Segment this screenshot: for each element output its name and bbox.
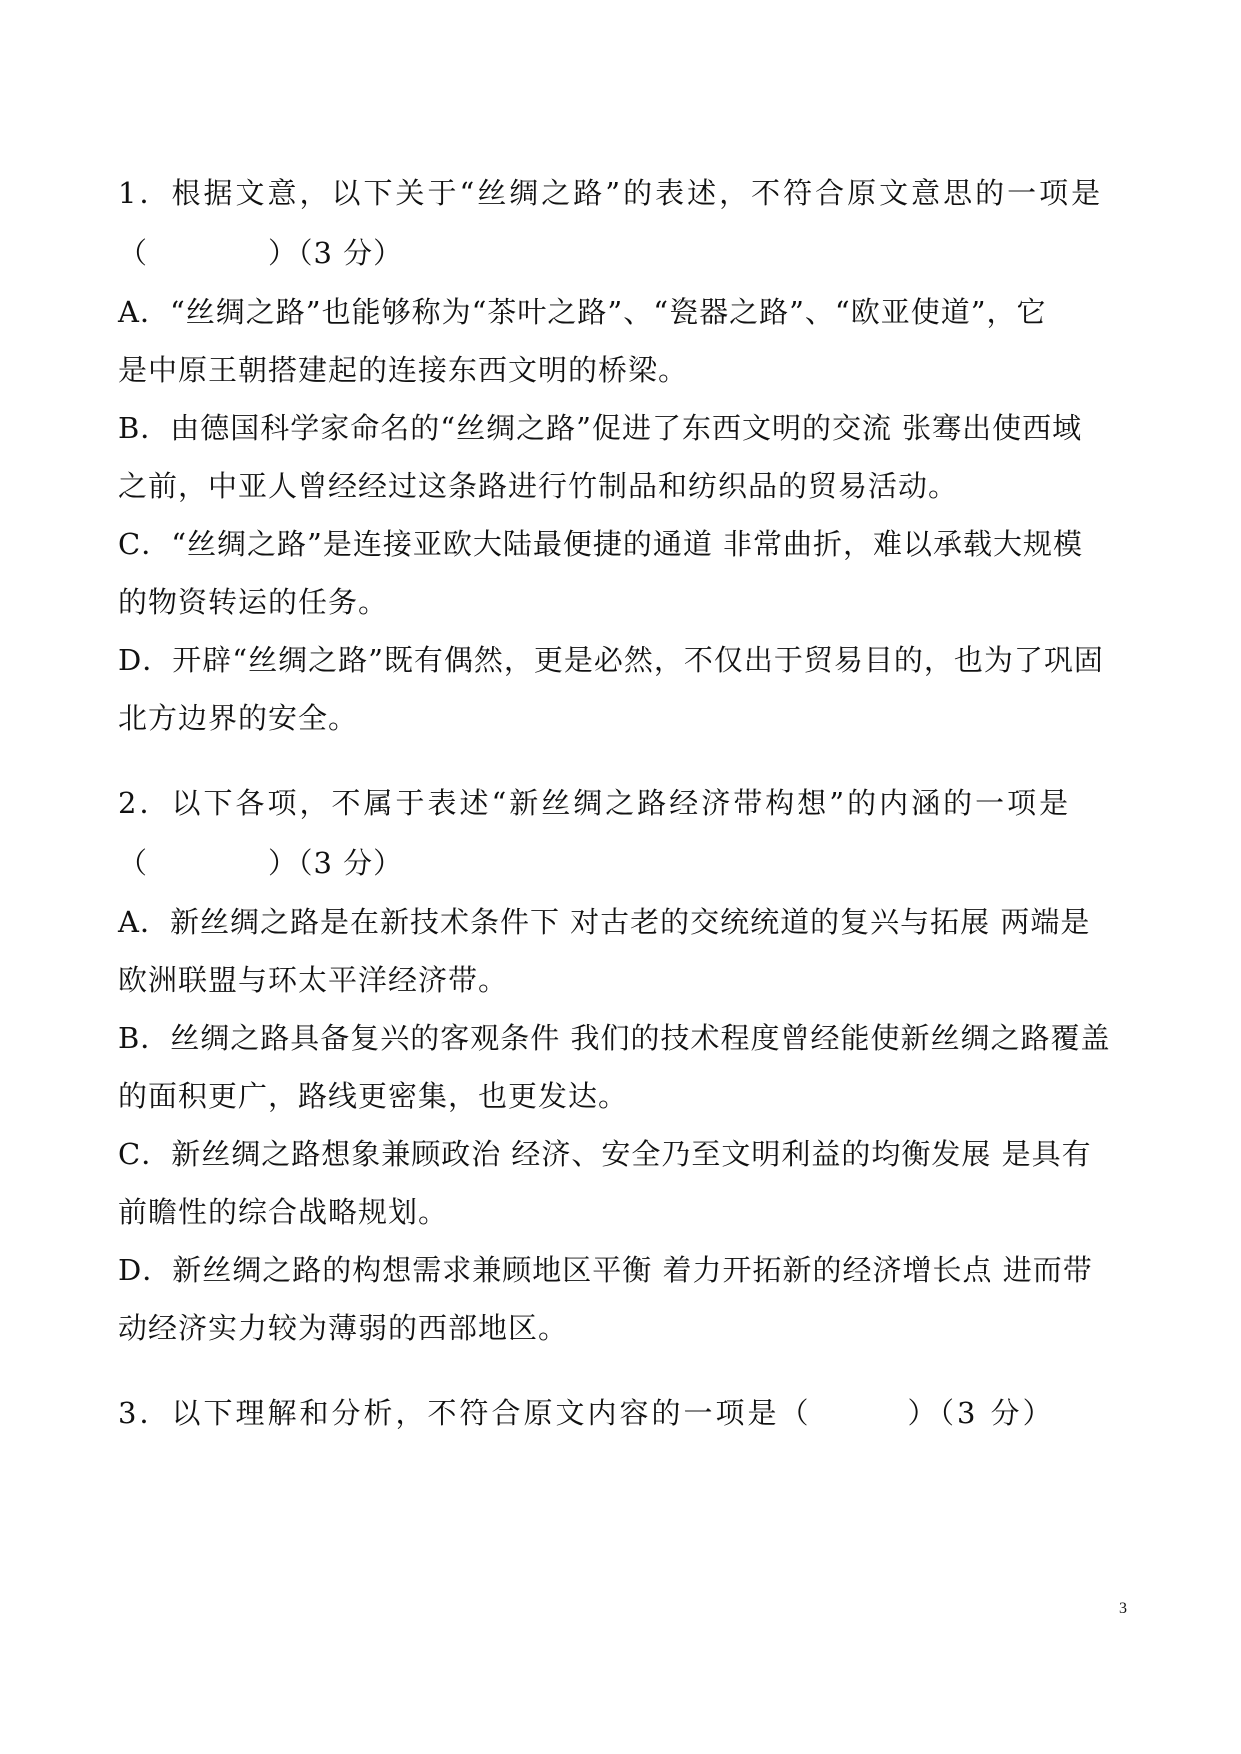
question-2-option-b-line1: B．丝绸之路具备复兴的客观条件 我们的技术程度曾经能使新丝绸之路覆盖: [118, 1021, 1111, 1055]
question-2-option-b-line2: 的面积更广，路线更密集，也更发达。: [118, 1079, 629, 1113]
question-2-option-c-line2: 前瞻性的综合战略规划。: [118, 1195, 449, 1229]
question-2-option-a-line1: A．新丝绸之路是在新技术条件下 对古老的交统统道的复兴与拓展 两端是: [118, 905, 1091, 939]
question-1-option-b-line1: B．由德国科学家命名的“丝绸之路”促进了东西文明的交流 张骞出使西域: [118, 411, 1083, 445]
question-1-option-a-line1: A．“丝绸之路”也能够称为“茶叶之路”、“瓷器之路”、“欧亚使道”，它: [118, 295, 1047, 329]
page-number: 3: [1119, 1600, 1127, 1617]
question-2-option-c-line1: C．新丝绸之路想象兼顾政治 经济、安全乃至文明利益的均衡发展 是具有: [118, 1137, 1092, 1171]
question-1-option-c-line2: 的物资转运的任务。: [118, 585, 389, 619]
question-2-answer-blank: （ ）（3 分）: [118, 846, 404, 880]
question-2-option-a-line2: 欧洲联盟与环太平洋经济带。: [118, 963, 509, 997]
question-1-option-c-line1: C．“丝绸之路”是连接亚欧大陆最便捷的通道 非常曲折，难以承载大规模: [118, 527, 1084, 561]
question-2-option-d-line1: D．新丝绸之路的构想需求兼顾地区平衡 着力开拓新的经济增长点 进而带: [118, 1253, 1093, 1287]
question-1-option-a-line2: 是中原王朝搭建起的连接东西文明的桥梁。: [118, 353, 689, 387]
question-1-option-d-line1: D．开辟“丝绸之路”既有偶然，更是必然，不仅出于贸易目的，也为了巩固: [118, 643, 1104, 677]
question-1-option-b-line2: 之前，中亚人曾经经过这条路进行竹制品和纺织品的贸易活动。: [118, 469, 959, 503]
question-3-stem: 3．以下理解和分析，不符合原文内容的一项是（ ）（3 分）: [118, 1396, 1055, 1430]
question-1-answer-blank: （ ）（3 分）: [118, 236, 404, 270]
question-2-stem: 2．以下各项，不属于表述“新丝绸之路经济带构想”的内涵的一项是: [118, 786, 1072, 820]
question-1-option-d-line2: 北方边界的安全。: [118, 701, 359, 735]
question-2-option-d-line2: 动经济实力较为薄弱的西部地区。: [118, 1311, 569, 1345]
question-1-stem: 1．根据文意，以下关于“丝绸之路”的表述，不符合原文意思的一项是: [118, 176, 1104, 210]
